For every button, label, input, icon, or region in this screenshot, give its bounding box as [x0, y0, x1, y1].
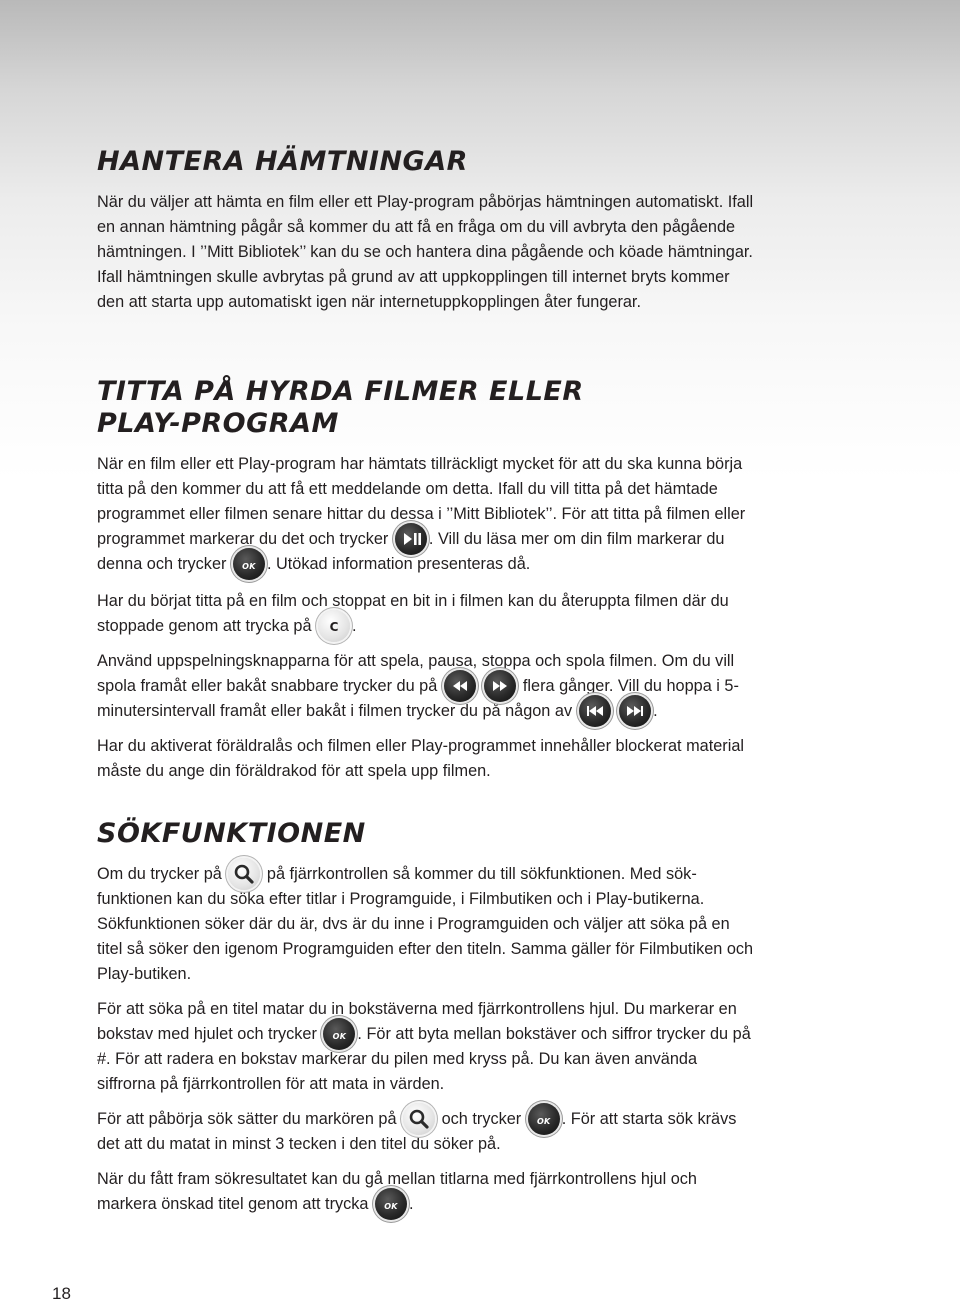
ok-label: OK [384, 1202, 398, 1212]
paragraph [97, 649, 757, 724]
text: För att söka på en titel matar du in bokstäverna med fjärrkontrollens hjul. Du markerar en bokstav med hjulet och trycker [97, 1000, 737, 1043]
section-body-hantera [97, 190, 757, 315]
text: När en film eller ett Play-program har hämtats tillräckligt mycket för att du ska kunna börja titta på den kommer du att få ett meddelande om detta. Ifall du vill titta på det hämtade programmet eller filmen senare hittar du dessa i ’’Mitt Bibliotek’’. För att titta på filmen eller programmet markerar du det och trycker [97, 455, 746, 548]
text: flera gånger. Vill du hoppa i 5-minutersintervall framåt eller bakåt i filmen trycker du på någon av [97, 677, 739, 720]
text: . Vill du läsa mer om din film markerar du denna och trycker [97, 530, 725, 573]
page-number: 18 [52, 1284, 71, 1303]
section-title-sok: SÖKFUNKTIONEN [97, 818, 366, 849]
ok-button-icon [528, 1103, 560, 1135]
text: . För att byta mellan bokstäver och siffror trycker du på #. För att radera en bokstav markerar du pilen med kryss på. Du kan även använda siffrorna på fjärrkontrollen för att mata in värden. [97, 1025, 751, 1093]
paragraph: Har du aktiverat föräldralås och filmen eller Play-programmet innehåller blockerat material måste du ange din föräldrakod för att spela upp filmen. [97, 737, 745, 780]
ok-label: OK [242, 562, 256, 572]
ok-label: OK [332, 1032, 347, 1042]
text: För att påbörja sök sätter du markören på [97, 1110, 402, 1128]
paragraph [97, 1167, 757, 1217]
text: Om du trycker på [97, 865, 227, 883]
paragraph [97, 997, 757, 1097]
search-icon [228, 858, 260, 890]
section-title-titta [97, 376, 584, 440]
skip-forward-icon [619, 695, 651, 727]
c-button-icon [318, 610, 350, 642]
ok-button-icon [375, 1188, 407, 1220]
paragraph [97, 1107, 757, 1157]
ok-button-icon [233, 548, 265, 580]
paragraph [97, 452, 757, 577]
search-icon [403, 1103, 435, 1135]
text: . Utökad information presenteras då. [266, 555, 531, 573]
paragraph: När du väljer att hämta en film eller ett Play-program påbörjas hämtningen automatiskt. Ifall en annan hämtning pågår så kommer du att få en fråga om du vill avbryta den pågående hämtningen. I ’’Mitt Bibliotek’’ kan du se och hantera dina pågående och köade hämtningar. Ifall hämtningen skulle avbrytas på grund av att uppkopplingen till internet bryts kommer den att starta upp automatiskt igen när internetuppkopplingen åter fungerar. [97, 193, 754, 311]
text: och trycker [437, 1110, 526, 1128]
text: på fjärrkontrollen så kommer du till sökfunktionen. Med sök-funktionen kan du söka efter titlar i Programguide, i Filmbutiken och i Play-butikerna. Sökfunktionen söker där du är, dvs är du inne i Programguiden och väljer att söka på en titel så söker den igenom Programguiden efter den titeln. Samma gäller för Filmbutiken och Play-butiken. [97, 865, 754, 983]
text: . [653, 702, 658, 720]
text: . [352, 617, 357, 635]
text: . [409, 1195, 414, 1213]
section-body-titta [97, 452, 757, 784]
play-pause-icon [395, 523, 427, 555]
skip-back-icon [579, 695, 611, 727]
ok-button-icon [323, 1018, 355, 1050]
text: Använd uppspelningsknapparna för att spela, pausa, stoppa och spola filmen. Om du vill spola framåt eller bakåt snabbare trycker du på [97, 652, 735, 695]
paragraph [97, 589, 757, 639]
section-body-sok [97, 862, 757, 1217]
text: . För att starta sök krävs det att du matat in minst 3 tecken i den titel du söker på. [97, 1110, 737, 1153]
ok-label: OK [536, 1117, 551, 1127]
title-line-1: TITTA PÅ HYRDA FILMER ELLER [97, 376, 584, 407]
text: Har du börjat titta på en film och stoppat en bit in i filmen kan du återuppta filmen där du stoppade genom att trycka på [97, 592, 729, 635]
fast-forward-icon [484, 670, 516, 702]
text: När du fått fram sökresultatet kan du gå mellan titlarna med fjärrkontrollens hjul och markera önskad titel genom att trycka [97, 1170, 697, 1213]
title-line-2: PLAY-PROGRAM [97, 408, 339, 439]
rewind-icon [444, 670, 476, 702]
section-title-hantera: HANTERA HÄMTNINGAR [97, 146, 468, 177]
c-label: C [329, 620, 339, 635]
paragraph [97, 862, 757, 987]
